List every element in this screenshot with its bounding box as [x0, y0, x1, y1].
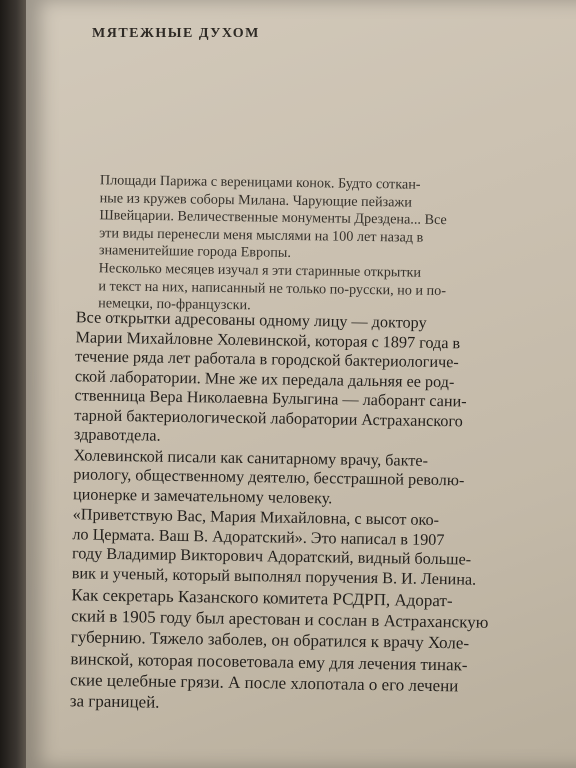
text-line: риологу, общественному деятелю, бесстрашной револю- — [73, 465, 465, 490]
main-paragraph-4 — [50, 584, 574, 719]
main-paragraph-2 — [53, 445, 576, 512]
text-line: вик и ученый, который выполнял поручения В. И. Ленина. — [71, 563, 477, 589]
text-line: течение ряда лет работала в городской бактериологиче- — [75, 347, 459, 372]
text-line: году Владимир Викторович Адоратский, видный больше- — [71, 544, 472, 569]
text-line: и текст на них, написанный не только по-русски, но и по- — [98, 277, 447, 299]
text-line: Марии Михайловне Холевинской, которая с 1897 года в — [75, 327, 461, 352]
text-line: губернию. Тяжело заболев, он обратился к врачу Холе- — [70, 627, 470, 653]
text-line: Швейцарии. Величественные монументы Дрездена... Все — [99, 207, 447, 229]
text-line: за границей. — [69, 691, 160, 712]
text-line: Площади Парижа с вереницами конок. Будто соткан- — [99, 172, 421, 193]
main-paragraph-3 — [52, 505, 575, 591]
text-line: здравотдела. — [73, 425, 161, 445]
main-text-block — [50, 307, 576, 719]
text-line: винской, которая посоветовала ему для лечения тинак- — [70, 648, 468, 675]
text-line: ло Цермата. Ваш В. Адоратский». Это написал в 1907 — [72, 524, 445, 549]
text-line: «Приветствую Вас, Мария Михайловна, с высот око- — [72, 505, 440, 530]
main-paragraph-1 — [54, 308, 576, 453]
text-line: немецки, по-французски. — [98, 295, 251, 314]
small-print-block — [82, 172, 572, 320]
text-line: тарной бактериологической лаборатории Астраханского — [74, 405, 463, 430]
text-line: ской лаборатории. Мне же их передала дальняя ее род- — [74, 366, 455, 391]
small-paragraph-1 — [83, 172, 572, 267]
text-line: ционерке и замечательному человеку. — [72, 484, 333, 507]
running-head: МЯТЕЖНЫЕ ДУХОМ — [92, 26, 260, 41]
text-line: ственница Вера Николаевна Булыгина — лаборант сани- — [74, 386, 467, 411]
text-line: ные из кружев соборы Милана. Чарующие пейзажи — [99, 189, 413, 211]
text-line: Все открытки адресованы одному лицу — доктору — [75, 308, 427, 332]
text-line: Несколько месяцев изучал я эти старинные открытки — [98, 260, 422, 281]
text-line: Холевинской писали как санитарному врачу, бакте- — [73, 445, 429, 470]
text-line: знаменитейшие города Европы. — [98, 242, 292, 262]
text-line: эти виды перенесли меня мыслями на 100 лет назад в — [99, 224, 424, 246]
text-line: ские целебные грязи. А после хлопотала о его лечени — [70, 670, 459, 696]
text-line: Как секретарь Казанского комитета РСДРП, Адорат- — [71, 585, 453, 611]
text-line: ский в 1905 году был арестован и сослан в Астраханскую — [70, 606, 489, 633]
